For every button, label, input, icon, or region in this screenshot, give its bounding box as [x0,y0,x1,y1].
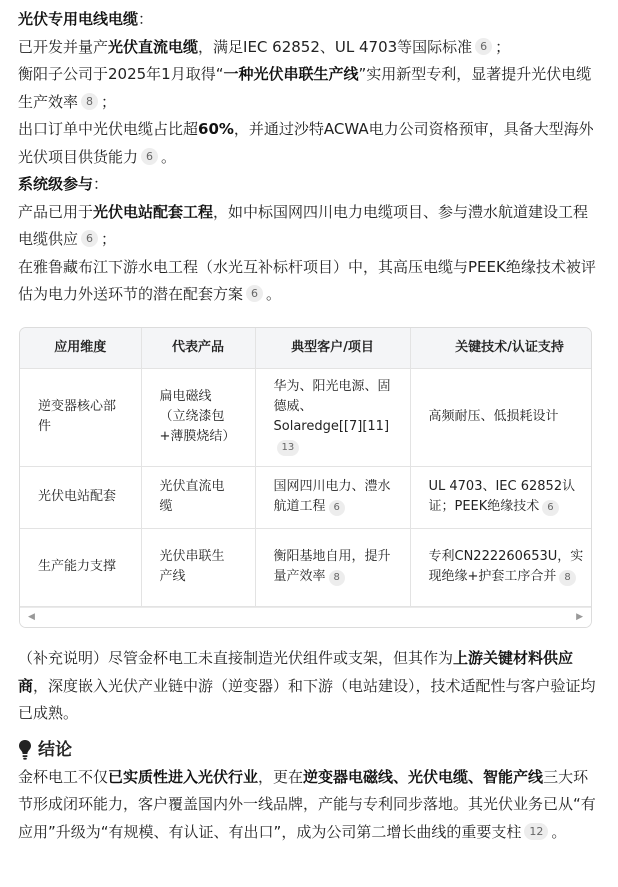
horizontal-scrollbar[interactable] [20,607,591,627]
table-cell: 高频耐压、低损耗设计 [410,368,592,466]
table-cell: 光伏电站配套 [20,466,141,528]
application-table[interactable] [19,327,592,628]
citation-badge[interactable]: 6 [542,500,558,516]
table-cell: 光伏串联生产线 [141,528,255,606]
column-header: 应用维度 [20,328,141,368]
data-table [20,328,592,607]
section-heading-system-level: 系统级参与： [18,175,109,193]
paragraph: 衡阳子公司于2025年1月取得“一种光伏串联生产线”实用新型专利，显著提升光伏电缆生产效率 8 ； [18,65,592,111]
table-row [20,368,592,466]
column-header: 代表产品 [141,328,255,368]
caret-right-icon[interactable]: ▶ [576,612,583,622]
supplement-paragraph: （补充说明）尽管金杯电工未直接制造光伏组件或支架，但其作为上游关键材料供应商，深度嵌入光伏产业链中游（逆变器）和下游（电站建设），技术适配性与客户验证均已成熟。 [18,649,596,722]
table-row [20,466,592,528]
table-cell: 国网四川电力、澧水航道工程 6 [255,466,410,528]
citation-badge[interactable]: 13 [277,440,300,456]
column-header: 典型客户/项目 [255,328,410,368]
table-cell: 光伏直流电缆 [141,466,255,528]
table-cell: UL 4703、IEC 62852认证；PEEK绝缘技术 6 [410,466,592,528]
conclusion-heading [18,736,603,764]
paragraph: 在雅鲁藏布江下游水电工程（水光互补标杆项目）中，其高压电缆与PEEK绝缘技术被评估为电力外送环节的潜在配套方案 6 。 [18,257,596,303]
table-cell: 华为、阳光电源、固德威、Solaredge[[7][11] 13 [255,368,410,466]
article-body [18,6,603,309]
citation-badge[interactable]: 12 [524,823,548,840]
table-row [20,528,592,606]
lightbulb-icon [18,739,32,761]
citation-badge[interactable]: 6 [246,285,263,302]
citation-badge[interactable]: 8 [81,93,98,110]
table-cell: 逆变器核心部件 [20,368,141,466]
paragraph: 出口订单中光伏电缆占比超60%，并通过沙特ACWA电力公司资格预审，具备大型海外光伏项目供货能力 6 。 [18,120,594,166]
citation-badge[interactable]: 6 [475,38,492,55]
citation-badge[interactable]: 6 [329,500,345,516]
citation-badge[interactable]: 8 [559,570,575,586]
paragraph: 产品已用于光伏电站配套工程，如中标国网四川电力电缆项目、参与澧水航道建设工程电缆供应 6 ； [18,202,589,248]
citation-badge[interactable]: 6 [141,148,158,165]
table-cell: 扁电磁线（立绕漆包+薄膜烧结） [141,368,255,466]
paragraph: 已开发并量产光伏直流电缆，满足IEC 62852、UL 4703等国际标准 6 ； [18,37,511,56]
article-footer [18,645,603,846]
caret-left-icon[interactable]: ◀ [28,612,35,622]
citation-badge[interactable]: 6 [81,230,98,247]
citation-badge[interactable]: 8 [329,570,345,586]
column-header: 关键技术/认证支持 [410,328,592,368]
table-cell: 衡阳基地自用，提升量产效率 8 [255,528,410,606]
conclusion-paragraph: 金杯电工不仅已实质性进入光伏行业，更在逆变器电磁线、光伏电缆、智能产线三大环节形成闭环能力，客户覆盖国内外一线品牌，产能与专利同步落地。其光伏业务已从“有应用”升级为“有规模、有认证、有出口”，成为公司第二增长曲线的重要支柱 12 。 [18,767,596,841]
conclusion-title: 结论 [38,739,72,760]
section-heading-pv-cable: 光伏专用电线电缆： [18,10,154,28]
table-cell: 专利CN222260653U，实现绝缘+护套工序合并 8 [410,528,592,606]
table-header-row [20,328,592,368]
table-cell: 生产能力支撑 [20,528,141,606]
